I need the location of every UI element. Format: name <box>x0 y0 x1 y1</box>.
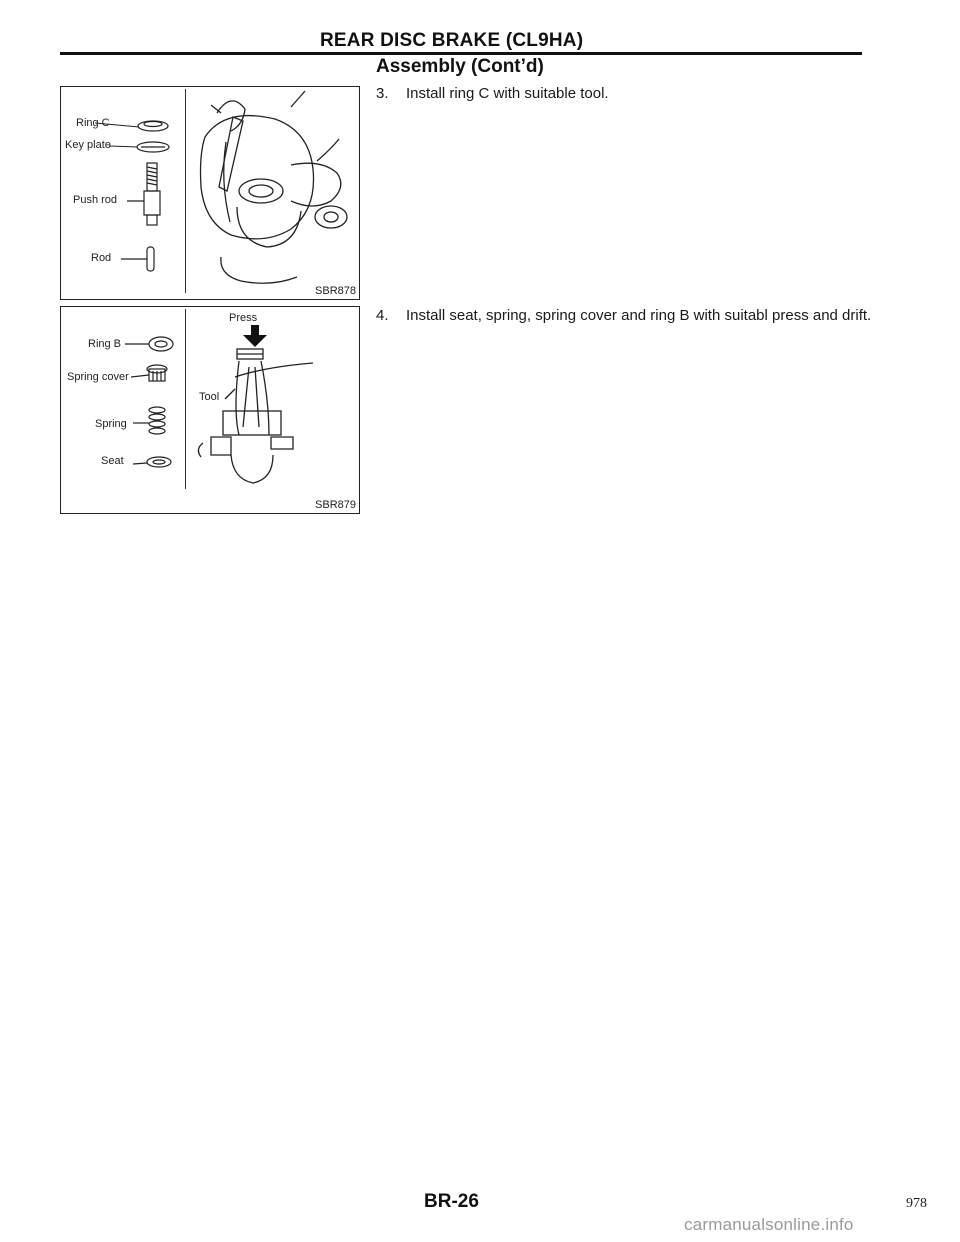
label-push-rod: Push rod <box>73 194 118 206</box>
label-ring-b: Ring B <box>88 338 122 350</box>
seat-part <box>133 457 171 467</box>
press-assembly-drawing <box>198 349 313 483</box>
page-title: REAR DISC BRAKE (CL9HA) <box>320 30 584 51</box>
ring-c-part <box>138 121 168 131</box>
caliper-drawing <box>201 91 348 283</box>
step-number: 4. <box>376 307 389 324</box>
label-tool: Tool <box>199 391 220 403</box>
page-header <box>60 30 862 56</box>
label-spring: Spring <box>95 418 127 430</box>
spring-part <box>133 407 165 434</box>
step-number: 3. <box>376 85 389 102</box>
section-title: Assembly (Cont’d) <box>376 56 544 77</box>
figure-code: SBR879 <box>315 499 356 511</box>
page-code: BR-26 <box>424 1191 479 1212</box>
label-spring-cover: Spring cover <box>67 371 129 383</box>
figure-code: SBR878 <box>315 285 356 297</box>
rod-part <box>121 247 154 271</box>
figure-sbr878 <box>60 86 360 300</box>
page-number: 978 <box>906 1196 927 1211</box>
ring-b-part <box>125 337 173 351</box>
header-rule <box>60 52 862 55</box>
label-ring-c: Ring C <box>76 117 110 129</box>
figure-divider <box>185 309 186 489</box>
label-key-plate: Key plate <box>65 139 111 151</box>
step-text: Install ring C with suitable tool. <box>406 85 609 102</box>
key-plate-part <box>137 142 169 152</box>
press-arrow-icon <box>243 325 267 347</box>
label-seat: Seat <box>101 455 124 467</box>
step-text: Install seat, spring, spring cover and ring B with suitabl press and drift. <box>406 307 872 324</box>
label-press: Press <box>229 312 258 324</box>
figure-sbr879 <box>60 306 360 514</box>
label-rod: Rod <box>91 252 112 264</box>
push-rod-part <box>127 163 160 225</box>
watermark: carmanualsonline.info <box>684 1215 854 1234</box>
spring-cover-part <box>131 365 167 381</box>
figure-divider <box>185 89 186 293</box>
